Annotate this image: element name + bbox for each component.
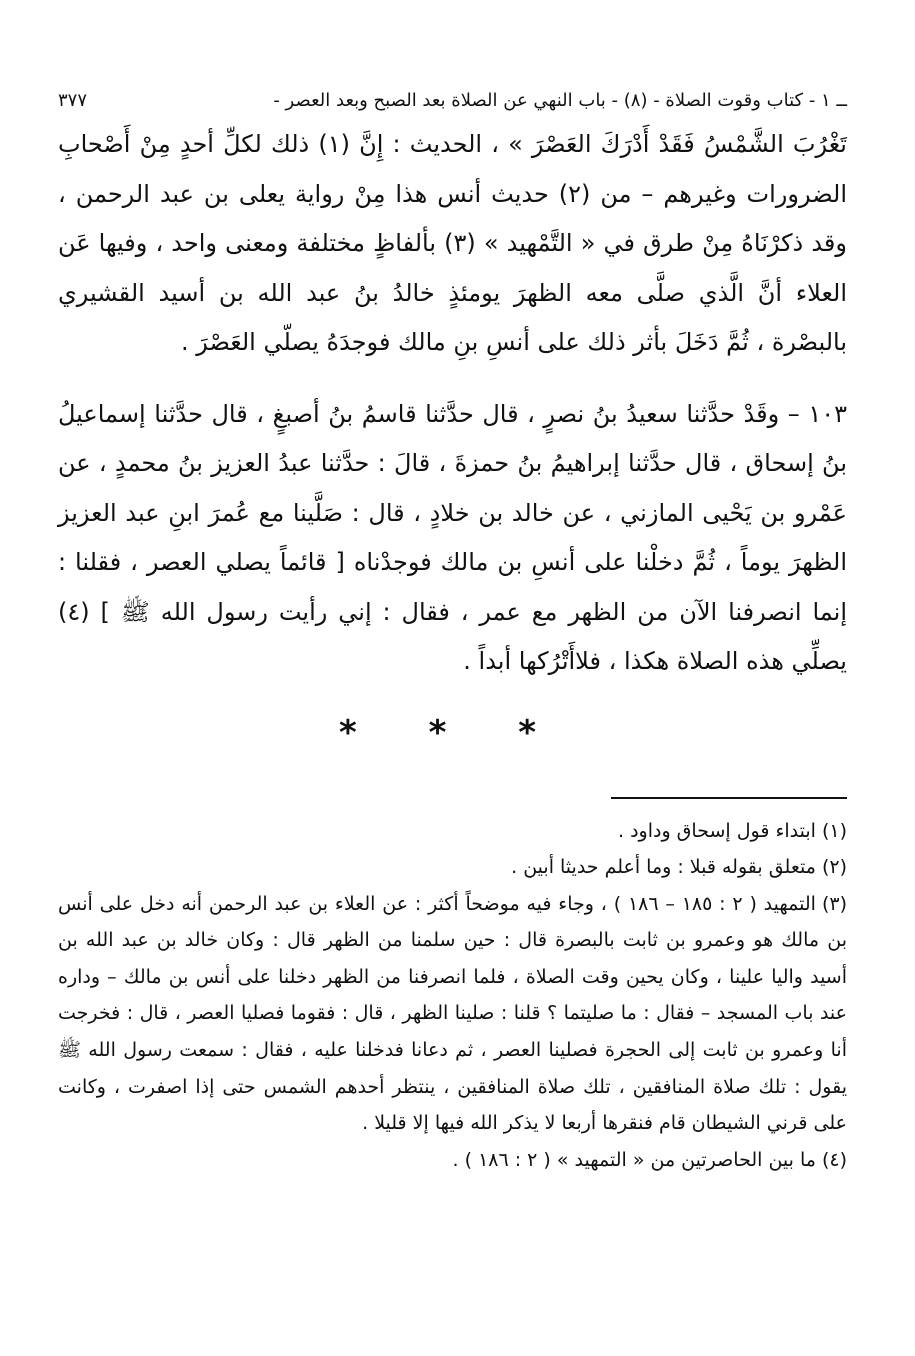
footnote-number: (٢) (821, 856, 847, 879)
page-number: ٣٧٧ (58, 90, 88, 111)
paragraph-hadith-103: ١٠٣ – وقَدْ حدَّثنا سعيدُ بنُ نصرٍ ، قال حدَّثنا قاسمُ بنُ أصبغٍ ، قال حدَّثنا إسماعيلُ بنُ إسحاق ، قال حدَّثنا إبراهيمُ بنُ حمزةَ ، قالَ : حدَّثنا عبدُ العزيز بنُ محمدٍ ، عن عَمْرو بن يَحْيى المازني ، عن خالد بن خلادٍ ، قال : صَلَّينا مع عُمرَ ابنِ عبد العزيز الظهرَ يوماً ، ثُمَّ دخلْنا على أنسِ بن مالك فوجدْناه [ قائماً يصلي العصر ، فقلنا : إنما انصرفنا الآن من الظهر مع عمر ، فقال : إني رأيت رسول الله ﷺ ] (٤) يصلِّي هذه الصلاة هكذا ، فلاأَتْرُكها أبداً . (58, 399, 847, 675)
footnote-3 (58, 886, 847, 1142)
footnotes (58, 813, 847, 1179)
section-separator: * * * (338, 712, 566, 753)
footnote-rule (611, 797, 847, 799)
footnote-4 (58, 1142, 847, 1179)
chapter-title: ــ ١ - كتاب وقوت الصلاة - (٨) - باب النهي عن الصلاة بعد الصبح وبعد العصر - (273, 90, 847, 111)
footnote-text: ابتداء قول إسحاق وداود . (618, 819, 816, 842)
running-header (58, 86, 847, 116)
footnote-text: التمهيد ( ٢ : ١٨٥ – ١٨٦ ) ، وجاء فيه موضحاً أكثر : عن العلاء بن عبد الرحمن أنه دخل على أنس بن مالك هو وعمرو بن ثابت بالبصرة قال : حين سلمنا من الظهر قال : وكان خالد بن عبد الله بن أسيد واليا علينا ، وكان يحين وقت الصلاة ، فلما انصرفنا من الظهر دخلنا على أنس بن مالك – وداره عند باب المسجد – فقال : ما صليتما ؟ قلنا : صلينا الظهر ، قال : فقوما فصليا العصر ، قال : فخرجت أنا وعمرو بن ثابت إلى الحجرة فصلينا العصر ، ثم دعانا فدخلنا عليه ، فقال : سمعت رسول الله ﷺ يقول : تلك صلاة المنافقين ، تلك صلاة المنافقين ، ينتظر أحدهم الشمس حتى إذا اصفرت ، وكانت على قرني الشيطان قام فنقرها أربعا لا يذكر الله فيها إلا قليلا . (58, 892, 847, 1135)
footnote-2 (58, 849, 847, 886)
footnote-text: متعلق بقوله قبلا : وما أعلم حديثا أبين . (511, 856, 816, 879)
footnote-text: ما بين الحاصرتين من « التمهيد » ( ٢ : ١٨٦ ) . (452, 1148, 816, 1171)
footnote-number: (١) (821, 819, 847, 842)
footnote-number: (٤) (821, 1148, 847, 1171)
footnote-number: (٣) (821, 892, 847, 915)
paragraph-continuation: تَغْرُبَ الشَّمْسُ فَقَدْ أَدْرَكَ العَصْرَ » ، الحديث : إِنَّ (١) ذلك لكلِّ أحدٍ مِنْ أَصْحابِ الضرورات وغيرهم – من (٢) حديث أنس هذا مِنْ رواية يعلى بن عبد الرحمن ، وقد ذكرْنَاهُ مِنْ طرق في « التَّمْهيد » (٣) بألفاظٍ مختلفة ومعنى واحد ، وفيها عَن العلاء أنَّ الَّذي صلَّى معه الظهرَ يومئذٍ خالدُ بنُ عبد الله بن أسيد القشيري بالبصْرة ، ثُمَّ دَخَلَ بأثر ذلك على أنسِ بنِ مالك فوجدَهُ يصلّي العَصْرَ . (58, 130, 848, 356)
footnote-1 (58, 813, 847, 850)
